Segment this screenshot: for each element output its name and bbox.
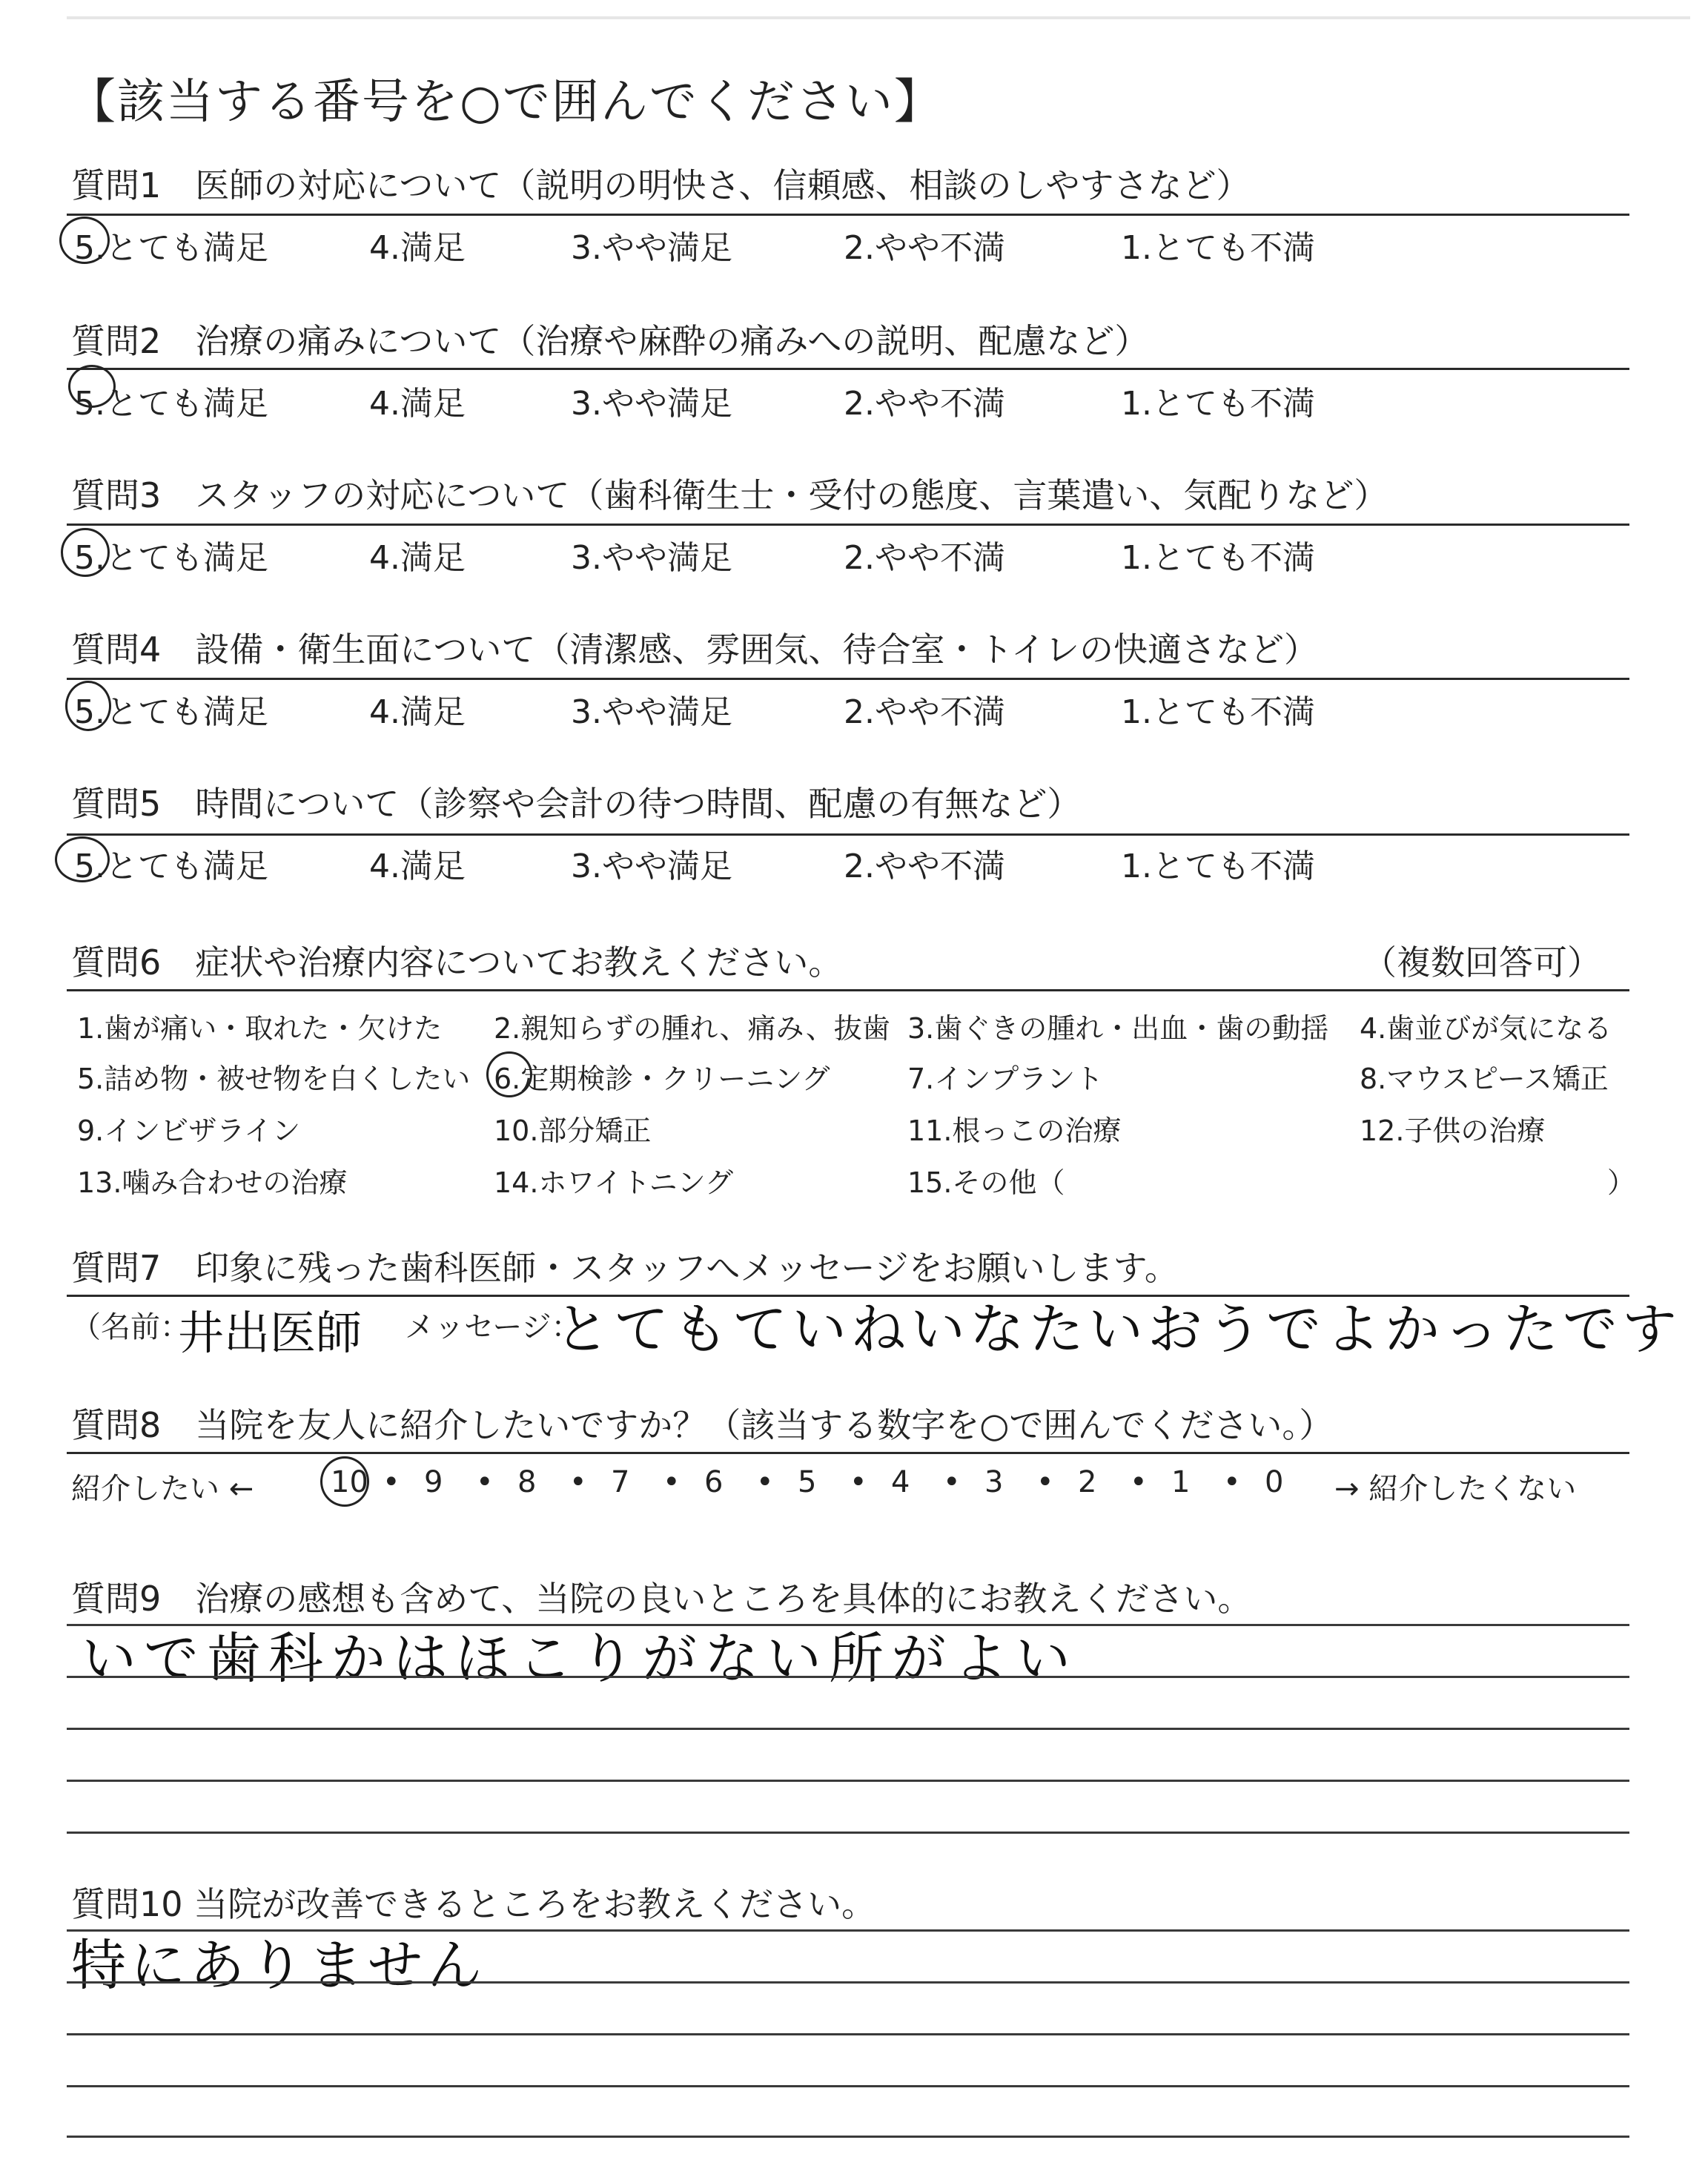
q6-option-15[interactable]: 15.その他（ — [907, 1166, 1065, 1199]
q3-option-1[interactable]: 1.とても不満 — [1121, 539, 1315, 577]
q3-selection-circle — [61, 528, 110, 577]
q4-option-5[interactable]: 5.とても満足 — [74, 693, 268, 731]
q5-selection-circle — [55, 836, 110, 882]
q3-title: 質問3 スタッフの対応について（歯科衛生士・受付の態度、言葉遣い、気配りなど） — [71, 475, 1388, 515]
q6-title: 質問6 症状や治療内容についてお教えください。 — [71, 942, 843, 982]
q6-option-11[interactable]: 11.根っこの治療 — [907, 1114, 1122, 1147]
q6-option-13[interactable]: 13.噛み合わせの治療 — [77, 1166, 348, 1199]
q8-scale-separator: • — [756, 1465, 774, 1499]
q10-line-2 — [67, 1981, 1629, 1984]
q9-line-3 — [67, 1728, 1629, 1730]
q7-name-value[interactable]: 井出医師 — [178, 1306, 363, 1360]
q1-rule — [67, 214, 1629, 216]
q5-option-1[interactable]: 1.とても不満 — [1121, 848, 1315, 885]
q8-rule — [67, 1452, 1629, 1454]
q8-scale-10[interactable]: 10 — [331, 1465, 368, 1499]
q8-scale-separator: • — [569, 1465, 587, 1499]
q6-option-8[interactable]: 8.マウスピース矯正 — [1360, 1063, 1609, 1095]
q8-selection-circle — [320, 1456, 369, 1507]
q7-name-label: （名前： — [71, 1310, 190, 1344]
q5-rule — [67, 833, 1629, 836]
q3-option-4[interactable]: 4.満足 — [369, 539, 466, 577]
q6-option-9[interactable]: 9.インビザライン — [77, 1114, 301, 1147]
q8-scale-separator: • — [663, 1465, 681, 1499]
q8-scale-1[interactable]: 1 — [1171, 1465, 1191, 1499]
q8-title: 質問8 当院を友人に紹介したいですか？（該当する数字を○で囲んでください。） — [71, 1405, 1334, 1445]
q4-selection-circle — [65, 681, 111, 731]
q6-option-2[interactable]: 2.親知らずの腫れ、痛み、抜歯 — [494, 1012, 890, 1045]
q8-scale-5[interactable]: 5 — [798, 1465, 817, 1499]
q4-rule — [67, 678, 1629, 680]
q4-option-4[interactable]: 4.満足 — [369, 693, 466, 731]
q8-scale-separator: • — [476, 1465, 494, 1499]
q4-option-1[interactable]: 1.とても不満 — [1121, 693, 1315, 731]
q1-option-1[interactable]: 1.とても不満 — [1121, 229, 1315, 267]
q5-option-2[interactable]: 2.やや不満 — [844, 848, 1005, 885]
q6-option-3[interactable]: 3.歯ぐきの腫れ・出血・歯の動揺 — [907, 1012, 1329, 1045]
q8-scale-separator: • — [850, 1465, 867, 1499]
q1-option-2[interactable]: 2.やや不満 — [844, 229, 1005, 267]
q6-option-4[interactable]: 4.歯並びが気になる — [1360, 1012, 1612, 1045]
q8-scale-6[interactable]: 6 — [704, 1465, 724, 1499]
q4-option-3[interactable]: 3.やや満足 — [571, 693, 732, 731]
q8-scale-9[interactable]: 9 — [424, 1465, 443, 1499]
q1-option-5[interactable]: 5.とても満足 — [74, 229, 268, 267]
q3-rule — [67, 524, 1629, 526]
q5-option-3[interactable]: 3.やや満足 — [571, 848, 732, 885]
q10-answer[interactable]: 特にありません — [71, 1934, 486, 1998]
q1-title: 質問1 医師の対応について（説明の明快さ、信頼感、相談のしやすさなど） — [71, 165, 1251, 205]
q2-option-2[interactable]: 2.やや不満 — [844, 385, 1005, 423]
q6-option-15-close: ） — [1607, 1166, 1636, 1199]
q7-message-value[interactable]: とてもていねいなたいおうでよかったです — [555, 1298, 1681, 1361]
q9-answer[interactable]: いで歯科かはほこりがない所がよい — [82, 1627, 1078, 1691]
q8-scale-3[interactable]: 3 — [984, 1465, 1004, 1499]
top-border — [67, 16, 1690, 19]
q8-scale-8[interactable]: 8 — [517, 1465, 537, 1499]
q10-line-3 — [67, 2033, 1629, 2035]
q6-rule — [67, 989, 1629, 991]
q8-scale-2[interactable]: 2 — [1078, 1465, 1097, 1499]
q8-right-label: → 紹介したくない — [1334, 1472, 1577, 1506]
q8-scale-4[interactable]: 4 — [891, 1465, 910, 1499]
q2-option-3[interactable]: 3.やや満足 — [571, 385, 732, 423]
q2-option-1[interactable]: 1.とても不満 — [1121, 385, 1315, 423]
q3-option-5[interactable]: 5.とても満足 — [74, 539, 268, 577]
q8-left-label: 紹介したい ← — [71, 1472, 254, 1506]
page-header: 【該当する番号を○で囲んでください】 — [68, 75, 943, 130]
q2-title: 質問2 治療の痛みについて（治療や麻酔の痛みへの説明、配慮など） — [71, 321, 1149, 361]
q7-title: 質問7 印象に残った歯科医師・スタッフへメッセージをお願いします。 — [71, 1248, 1179, 1288]
q1-option-3[interactable]: 3.やや満足 — [571, 229, 732, 267]
q6-option-7[interactable]: 7.インプラント — [907, 1063, 1104, 1095]
q1-selection-circle — [59, 217, 110, 264]
q3-option-2[interactable]: 2.やや不満 — [844, 539, 1005, 577]
q9-title: 質問9 治療の感想も含めて、当院の良いところを具体的にお教えください。 — [71, 1579, 1252, 1619]
q6-option-10[interactable]: 10.部分矯正 — [494, 1114, 652, 1147]
q10-title: 質問10 当院が改善できるところをお教えください。 — [71, 1884, 876, 1924]
q10-line-4 — [67, 2085, 1629, 2087]
q2-option-4[interactable]: 4.満足 — [369, 385, 466, 423]
q9-line-2 — [67, 1676, 1629, 1678]
q5-option-4[interactable]: 4.満足 — [369, 848, 466, 885]
q8-scale-separator: • — [1130, 1465, 1148, 1499]
q4-title: 質問4 設備・衛生面について（清潔感、雰囲気、待合室・トイレの快適さなど） — [71, 630, 1319, 670]
q3-option-3[interactable]: 3.やや満足 — [571, 539, 732, 577]
q6-option-6[interactable]: 6.定期検診・クリーニング — [494, 1063, 830, 1095]
q6-note: （複数回答可） — [1363, 942, 1601, 982]
q8-scale-separator: • — [1036, 1465, 1054, 1499]
q9-line-5 — [67, 1832, 1629, 1834]
q6-option-1[interactable]: 1.歯が痛い・取れた・欠けた — [77, 1012, 443, 1045]
q8-scale-7[interactable]: 7 — [611, 1465, 630, 1499]
q6-option-12[interactable]: 12.子供の治療 — [1360, 1114, 1546, 1147]
q1-option-4[interactable]: 4.満足 — [369, 229, 466, 267]
q6-selection-circle — [486, 1051, 532, 1097]
q2-selection-circle — [68, 365, 116, 408]
q10-line-5 — [67, 2136, 1629, 2138]
q6-option-14[interactable]: 14.ホワイトニング — [494, 1166, 734, 1199]
q8-scale-0[interactable]: 0 — [1265, 1465, 1284, 1499]
q9-line-4 — [67, 1780, 1629, 1782]
q4-option-2[interactable]: 2.やや不満 — [844, 693, 1005, 731]
q8-scale-separator: • — [383, 1465, 400, 1499]
q5-title: 質問5 時間について（診察や会計の待つ時間、配慮の有無など） — [71, 784, 1082, 824]
q8-scale-separator: • — [1223, 1465, 1241, 1499]
q8-scale-separator: • — [943, 1465, 961, 1499]
q6-option-5[interactable]: 5.詰め物・被せ物を白くしたい — [77, 1063, 471, 1095]
q2-option-5[interactable]: 5.とても満足 — [74, 385, 268, 423]
q7-message-label: メッセージ： — [405, 1310, 581, 1344]
q2-rule — [67, 368, 1629, 370]
q5-option-5[interactable]: 5.とても満足 — [74, 848, 268, 885]
